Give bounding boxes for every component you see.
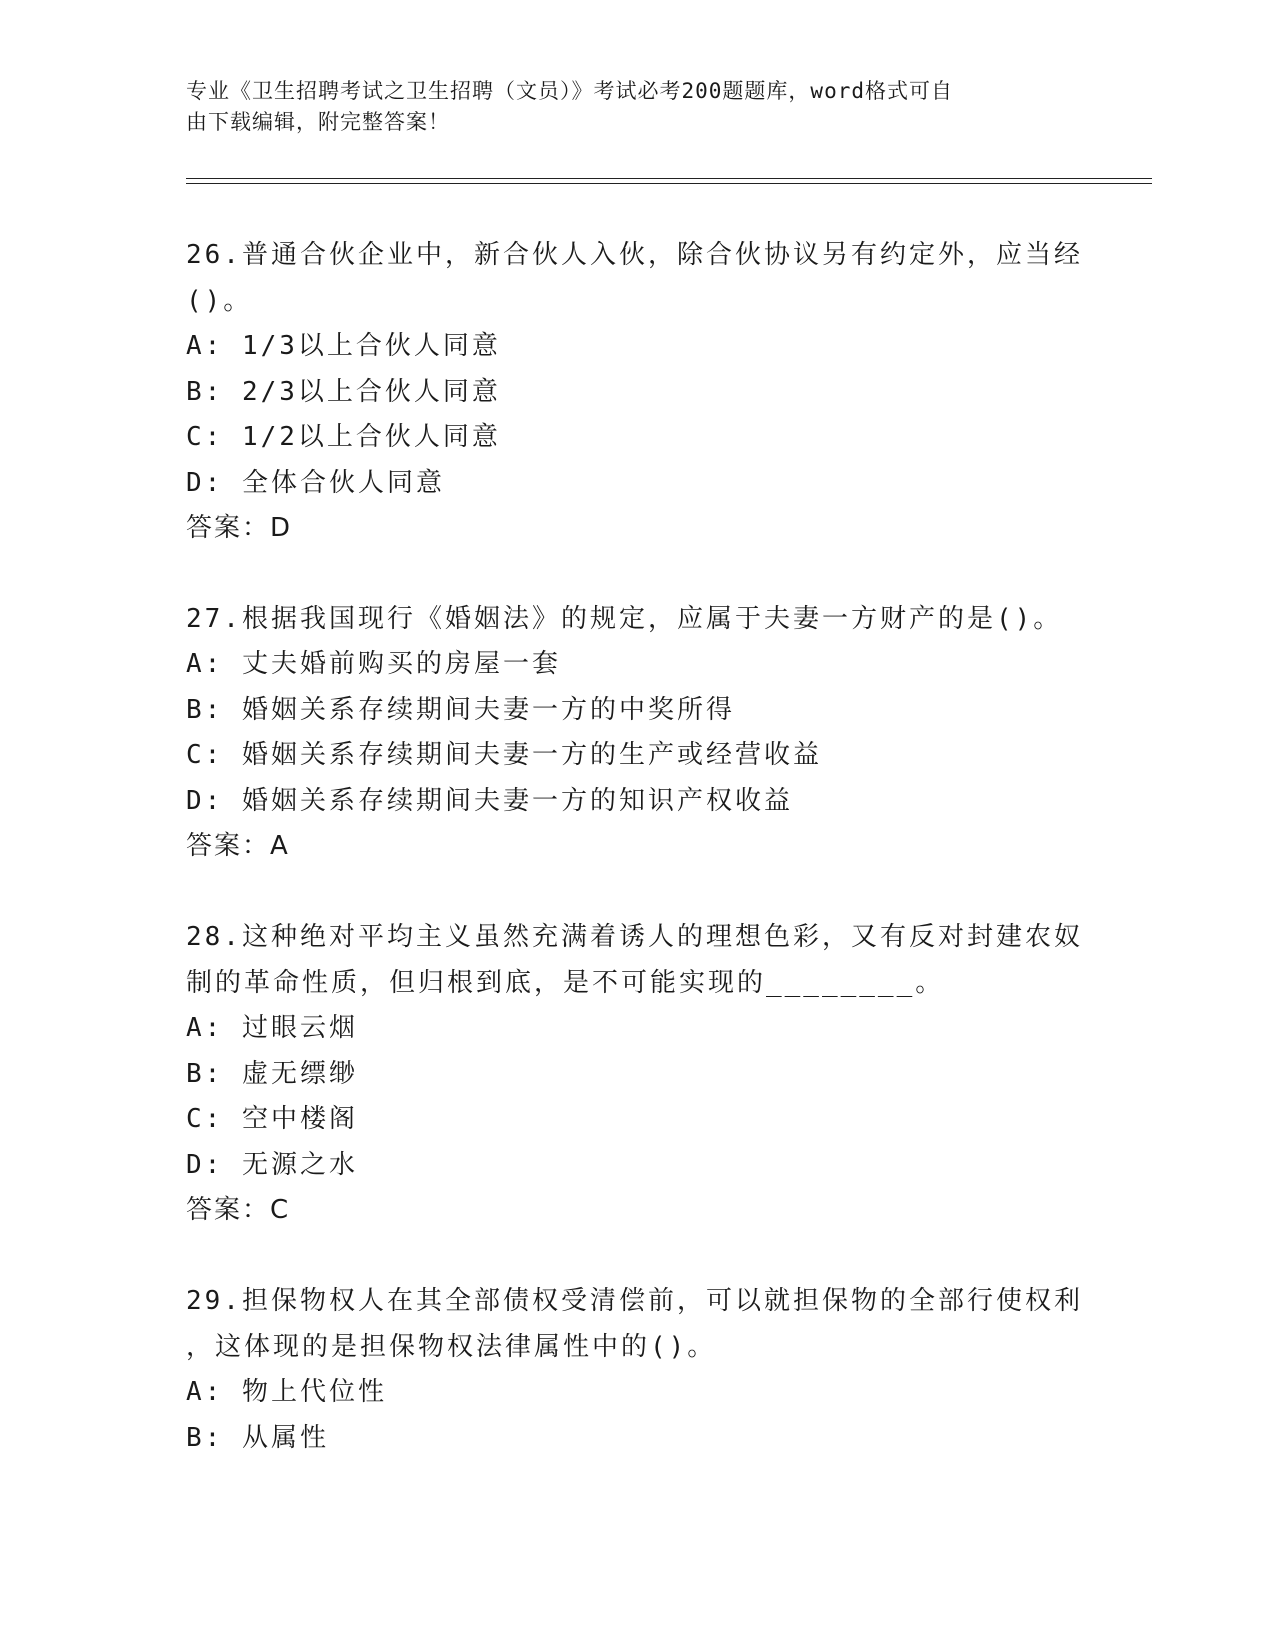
option-b: B: 2/3以上合伙人同意 xyxy=(186,376,501,407)
question-stem-line-2: 制的革命性质，但归根到底，是不可能实现的________。 xyxy=(186,968,945,998)
header-divider-top xyxy=(186,178,1152,179)
header-line-1: 专业《卫生招聘考试之卫生招聘（文员）》考试必考200题题库，word格式可自 xyxy=(186,79,953,103)
option-d: D: 婚姻关系存续期间夫妻一方的知识产权收益 xyxy=(186,785,793,816)
question-stem-line-2: ()。 xyxy=(186,286,253,316)
answer: 答案：C xyxy=(186,1195,291,1225)
header-divider-bottom xyxy=(186,183,1152,184)
option-b: B: 婚姻关系存续期间夫妻一方的中奖所得 xyxy=(186,694,735,725)
option-b: B: 从属性 xyxy=(186,1422,329,1453)
document-header xyxy=(186,76,1066,138)
option-a: A: 过眼云烟 xyxy=(186,1013,358,1043)
option-a: A: 丈夫婚前购买的房屋一套 xyxy=(186,649,561,679)
option-c: C: 婚姻关系存续期间夫妻一方的生产或经营收益 xyxy=(186,740,822,770)
option-c: C: 空中楼阁 xyxy=(186,1104,358,1134)
question-stem-line-1: 29.担保物权人在其全部债权受清偿前，可以就担保物的全部行使权利 xyxy=(186,1286,1083,1316)
question-stem-line-1: 26.普通合伙企业中，新合伙人入伙，除合伙协议另有约定外，应当经 xyxy=(186,240,1083,270)
option-a: A: 1/3以上合伙人同意 xyxy=(186,331,501,361)
question-27 xyxy=(186,596,1086,870)
option-d: D: 无源之水 xyxy=(186,1149,358,1180)
option-b: B: 虚无缥缈 xyxy=(186,1058,358,1089)
question-26 xyxy=(186,232,1086,552)
option-c: C: 1/2以上合伙人同意 xyxy=(186,422,501,452)
question-stem-line-2: ，这体现的是担保物权法律属性中的()。 xyxy=(186,1332,717,1362)
question-stem-line-1: 28.这种绝对平均主义虽然充满着诱人的理想色彩，又有反对封建农奴 xyxy=(186,922,1083,952)
question-stem-line-1: 27.根据我国现行《婚姻法》的规定，应属于夫妻一方财产的是()。 xyxy=(186,604,1063,634)
answer: 答案：A xyxy=(186,831,290,861)
answer: 答案：D xyxy=(186,513,293,543)
question-28 xyxy=(186,914,1086,1234)
option-a: A: 物上代位性 xyxy=(186,1377,387,1407)
question-29 xyxy=(186,1278,1086,1461)
header-line-2: 由下载编辑，附完整答案！ xyxy=(186,110,450,134)
option-d: D: 全体合伙人同意 xyxy=(186,467,445,498)
